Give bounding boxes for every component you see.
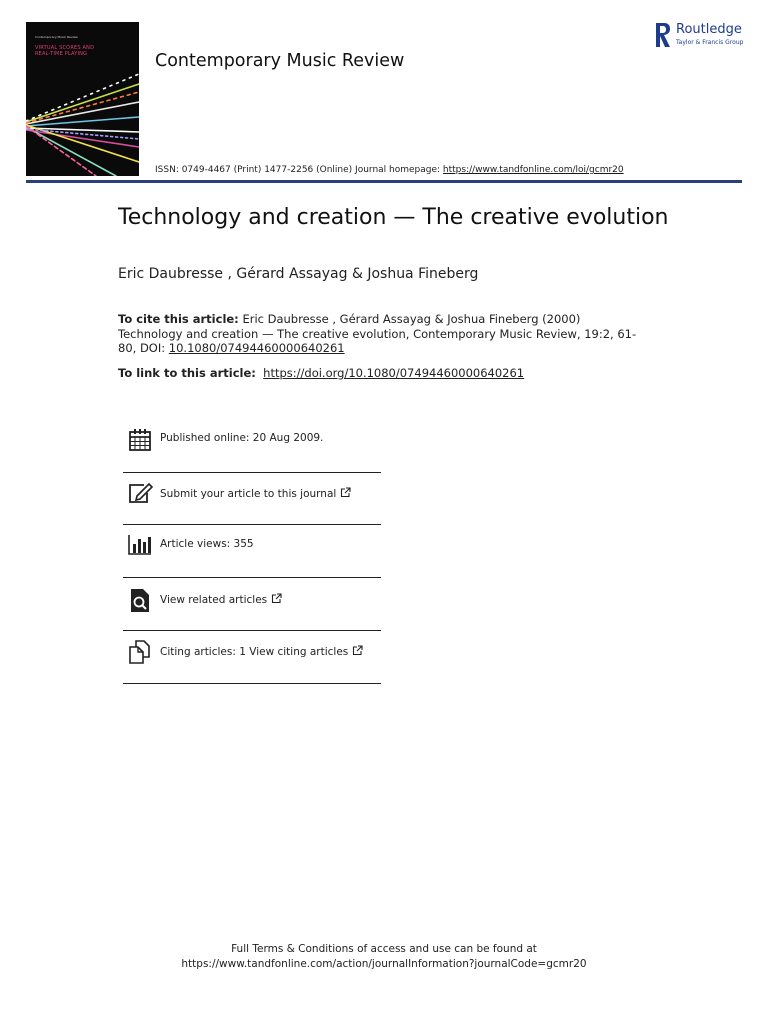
article-link-label: To link to this article: — [118, 366, 256, 380]
citing-icon — [127, 639, 153, 665]
journal-homepage-link[interactable]: https://www.tandfonline.com/loi/gcmr20 — [442, 165, 624, 175]
submit-article-row[interactable] — [123, 481, 381, 501]
issn-text: ISSN: 0749-4467 (Print) 1477-2256 (Online) Journal homepage: — [155, 165, 443, 175]
citation-label: To cite this article: — [118, 312, 239, 326]
published-online-row — [123, 426, 381, 446]
article-authors: Eric Daubresse , Gérard Assayag & Joshua Fineberg — [118, 266, 479, 282]
submit-article-label — [160, 487, 351, 500]
submit-article-text: Submit your article to this journal — [160, 488, 337, 500]
citation-block — [118, 312, 638, 356]
external-link-icon — [271, 593, 282, 604]
article-link-block — [118, 366, 524, 380]
cover-headline — [35, 45, 94, 57]
citing-articles-row[interactable] — [123, 639, 381, 659]
routledge-r-icon — [654, 22, 672, 48]
related-articles-row[interactable] — [123, 587, 381, 607]
terms-link[interactable]: https://www.tandfonline.com/action/journalInformation?journalCode=gcmr20 — [181, 958, 587, 970]
article-title: Technology and creation — The creative evolution — [118, 205, 669, 230]
journal-title: Contemporary Music Review — [155, 51, 405, 71]
meta-divider — [123, 630, 381, 631]
calendar-icon — [127, 426, 153, 452]
cover-journal-name: Contemporary Music Review — [35, 35, 78, 39]
document-search-icon — [127, 587, 153, 613]
publisher-name: Routledge — [676, 22, 742, 37]
meta-divider — [123, 683, 381, 684]
publisher-group: Taylor & Francis Group — [676, 39, 744, 46]
cover-headline-line: REAL-TIME PLAYING — [35, 51, 88, 57]
meta-divider — [123, 472, 381, 473]
header-divider — [26, 180, 742, 183]
bar-chart-icon — [127, 532, 153, 558]
external-link-icon — [340, 487, 351, 498]
meta-divider — [123, 524, 381, 525]
related-articles-label — [160, 593, 282, 606]
article-views-row — [123, 532, 381, 552]
article-views-text: Article views: 355 — [160, 538, 254, 550]
published-online-text: Published online: 20 Aug 2009. — [160, 432, 324, 444]
terms-footer — [0, 942, 768, 972]
citing-articles-text: Citing articles: 1 View citing articles — [160, 646, 349, 658]
edit-icon — [127, 481, 153, 507]
related-articles-text: View related articles — [160, 594, 268, 606]
citation-text: Eric Daubresse , Gérard Assayag & Joshua Fineberg (2000) Technology and creation — The creative evolution, Contemporary Music Review, 19:2, 61-80, DOI: — [118, 312, 637, 355]
meta-divider — [123, 577, 381, 578]
cover-headline-line: VIRTUAL SCORES AND — [35, 45, 95, 51]
article-doi-url[interactable]: https://doi.org/10.1080/07494460000640261 — [263, 366, 525, 380]
citing-articles-label — [160, 645, 363, 658]
journal-cover — [26, 22, 139, 176]
publisher-logo[interactable] — [654, 22, 746, 50]
issn-line — [155, 165, 624, 175]
terms-text: Full Terms & Conditions of access and use can be found at — [231, 943, 537, 955]
citation-doi-link[interactable]: 10.1080/07494460000640261 — [168, 341, 345, 355]
external-link-icon — [352, 645, 363, 656]
